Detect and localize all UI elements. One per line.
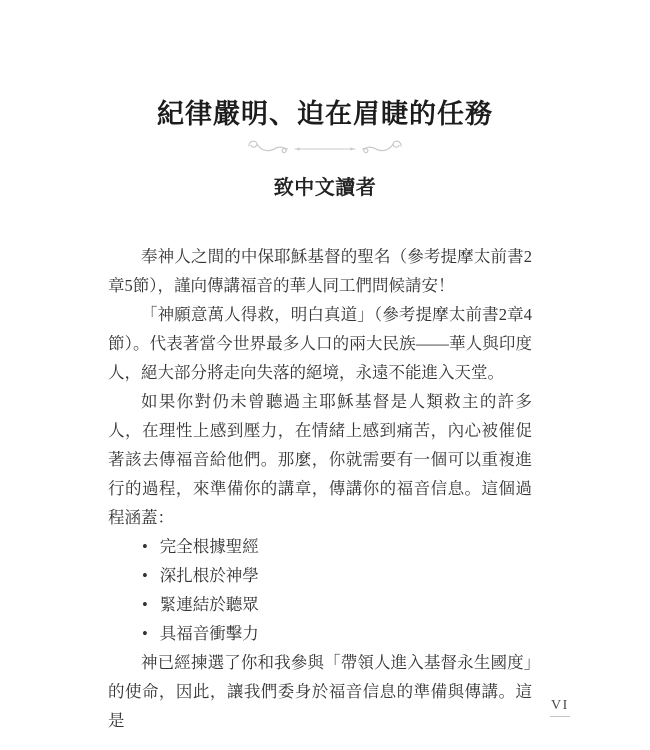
paragraph: 「神願意萬人得救，明白真道」（參考提摩太前書2章4節）。代表著當今世界最多人口的兩大民族——華人與印度人，絕大部分將走向失落的絕境，永遠不能進入天堂。 [108,305,532,382]
page-number: VI [550,698,570,717]
paragraph: 如果你對仍未曾聽過主耶穌基督是人類救主的許多人，在理性上感到壓力，在情緒上感到痛苦，內心被催促著該去傳福音給他們。那麼，你就需要有一個可以重複進行的過程，來準備你的講章，傳講你的福音信息。這個過程涵蓋： [108,392,532,527]
bullet-item [108,561,532,590]
page-title: 紀律嚴明、迫在眉睫的任務 [157,99,493,129]
bullet-label: 深扎根於神學 [159,566,259,585]
closing-paragraph: 神已經揀選了你和我參與「帶領人進入基督永生國度」的使命，因此，讓我們委身於福音信息的準備與傳講。這是 [108,653,532,730]
paragraph-group [108,242,532,532]
bullet-icon: • [142,566,148,585]
bullet-icon: • [142,595,148,614]
bullet-label: 具福音衝擊力 [159,624,259,643]
body-text [108,242,532,735]
section-subtitle: 致中文讀者 [273,177,377,199]
bullet-icon: • [142,537,148,556]
bullet-label: 緊連結於聽眾 [159,595,259,614]
bullet-item [108,532,532,561]
bullet-item [108,619,532,648]
flourish-icon [246,137,404,159]
bullet-icon: • [142,624,148,643]
bullet-list [108,532,532,648]
bullet-label: 完全根據聖經 [159,537,259,556]
paragraph: 奉神人之間的中保耶穌基督的聖名（參考提摩太前書2章5節），謹向傳講福音的華人同工們問候請安！ [108,247,532,295]
ornamental-divider [246,137,404,159]
bullet-item [108,590,532,619]
